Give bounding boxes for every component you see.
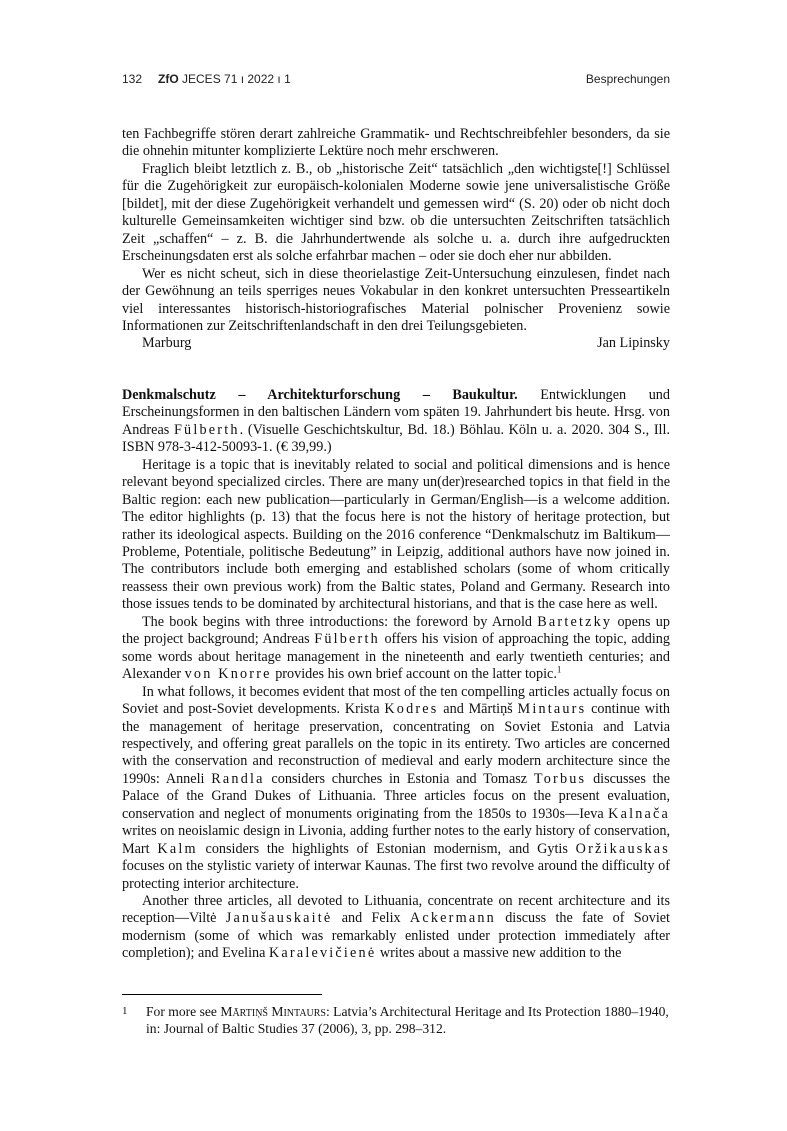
review2-title: Denkmalschutz – Architekturforschung – Baukultur. [122, 386, 518, 403]
section-gap [122, 353, 670, 387]
page-number: 132 [122, 72, 143, 86]
review2-paragraph-4: Another three articles, all devoted to Lithuania, concentrate on recent architecture and its reception—Viltė Janušauskaitė and Felix Ackermann discuss the fate of Soviet modernism (some of which was remarkably enlisted under protection immediately after completion); and Evelina Karalevičienė writes about a massive new addition to the [122, 893, 670, 962]
footnote-author: Mārtiņš Mintaurs [220, 1004, 326, 1019]
review2-paragraph-1: Heritage is a topic that is inevitably related to social and political dimensions and is hence relevant beyond specialized circles. There are many un(der)researched topics in that field in the Baltic region: each new publication—particularly in German/English—is a welcome addition. The editor highlights (p. 13) that the focus here is not the history of heritage protection, but rather its ideological aspects. Building on the 2016 conference “Denkmalschutz im Baltikum—Probleme, Potentiale, politische Bedeutung” in Leipzig, additional authors have now joined in. The contributors include both emerging and established scholars (some of whom critically reassess their own previous work) from the Baltic states, Poland and Germany. Research into those issues tends to be dominated by architectural historians, and that is the case here as well. [122, 456, 670, 613]
footnote [122, 1003, 670, 1037]
journal-abbr: ZfO [158, 72, 179, 86]
author-name: Bartetzky [537, 613, 613, 630]
review1-paragraph-3: Wer es nicht scheut, sich in diese theorielastige Zeit-Untersuchung einzulesen, findet nach der Gewöhnung an teils sperriges neues Vokabular in den konkret untersuchten Presseartikeln viel interessantes historisch-historiografisches Material polnischer Provenienz sowie Informationen zur Zeitschriftenlandschaft in den drei Teilungsgebieten. [122, 265, 670, 334]
journal-volume: JECES 71 ı 2022 ı 1 [182, 72, 291, 86]
author-name: Kalnača [608, 805, 670, 822]
author-name: Karalevičienė [268, 945, 377, 962]
footnote-text: For more see Mārtiņš Mintaurs: Latvia’s Architectural Heritage and Its Protection 1880–1940, in: Journal of Baltic Studies 37 (2006), 3, pp. 298–312. [146, 1004, 669, 1036]
author-name: Ackermann [409, 910, 496, 927]
review2-editor: Fülberth [173, 421, 240, 438]
author-name: Oržikauskas [575, 840, 670, 857]
author-name: Kodres [384, 701, 439, 718]
review1-place: Marburg [142, 335, 192, 352]
review2-heading [122, 387, 670, 457]
section-title: Besprechungen [585, 72, 670, 86]
review2-paragraph-2: The book begins with three introductions: the foreword by Arnold Bartetzky opens up the project background; Andreas Fülberth offers his vision of approaching the topic, adding some words about heritage management in the nineteenth and early twentieth centuries; and Alexander von Knorre provides his own brief account on the latter topic.$^1$ [122, 613, 670, 683]
review2-paragraph-3: In what follows, it becomes evident that most of the ten compelling articles actually focus on Soviet and post-Soviet developments. Krista Kodres and Mārtiņš Mintaurs continue with the management of heritage preservation, concentrating on Soviet Estonia and Latvia respectively, and offering great parallels on the topic in its entirety. Two articles are concerned with the conservation and reconstruction of medieval and early modern architecture since the 1990s: Anneli Randla considers churches in Estonia and Tomasz Torbus discusses the Palace of the Grand Dukes of Lithuania. Three articles focus on the present evaluation, conservation and neglect of monuments originating from the 1850s to 1930s—Ieva Kalnača writes on neoislamic design in Livonia, adding further notes to the early history of conservation, Mart Kalm considers the highlights of Estonian modernism, and Gytis Oržikauskas focuses on the stylistic variety of interwar Kaunas. The first two revolve around the difficulty of protecting interior architecture. [122, 683, 670, 892]
review1-reviewer: Jan Lipinsky [597, 335, 670, 352]
author-name: von Knorre [184, 666, 272, 683]
review1-paragraph-1: ten Fachbegriffe stören derart zahlreiche Grammatik- und Rechtschreibfehler besonders, da sie die ohnehin mitunter komplizierte Lektüre noch mehr erschweren. [122, 126, 670, 160]
author-name: Randla [211, 770, 265, 787]
review2-subtitle: Entwicklungen und Erscheinungsformen in den baltischen Ländern vom späten 19. Jahrhundert bis heute. Hrsg. von Andreas [122, 386, 670, 438]
running-header [122, 72, 670, 90]
author-name: Kalm [157, 840, 198, 857]
journal-title [158, 72, 291, 86]
author-name: Fülberth [314, 631, 380, 648]
footnote-rule [122, 994, 322, 995]
page-body [122, 126, 670, 963]
footnote-number: 1 [122, 1005, 128, 1017]
author-name: Torbus [533, 770, 587, 787]
author-name: Mintaurs [517, 701, 587, 718]
review1-signature [122, 335, 670, 352]
review2-biblio: . (Visuelle Geschichtskultur, Bd. 18.) Böhlau. Köln u. a. 2020. 304 S., Ill. ISBN 978-3-412-50093-1. (€ 39,99.) [122, 421, 670, 456]
author-name: Janušauskaitė [225, 910, 333, 927]
footnote-ref[interactable]: 1 [556, 664, 562, 675]
review1-paragraph-2: Fraglich bleibt letztlich z. B., ob „historische Zeit“ tatsächlich „den wichtigste[!] Schlüssel für die Zugehörigkeit zur europäisch-kolonialen Moderne sowie jene universalistische Größe [bildet], mit der diese Zugehörigkeit verhandelt und gemessen wird“ (S. 20) oder ob nicht doch kulturelle Gemeinsamkeiten wichtiger sind bzw. ob die untersuchten Zeitschriften tatsächlich Zeit „schaffen“ – z. B. die Jahrhundertwende als solche u. a. durch ihre aufgedruckten Erscheinungsdaten erst als solche erfahrbar machen – oder sie doch eher nur abbilden. [122, 160, 670, 265]
